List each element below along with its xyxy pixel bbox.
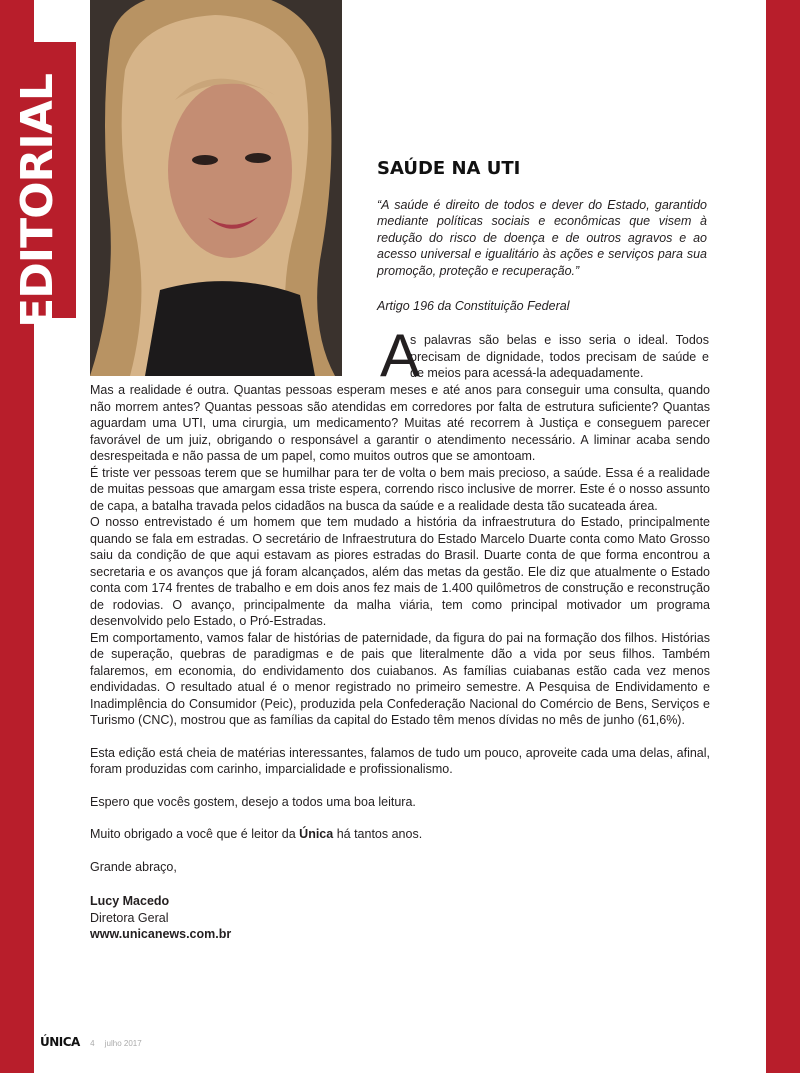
section-tab-label: EDITORIAL (12, 74, 63, 328)
farewell: Grande abraço, (90, 859, 177, 874)
page-number: 4 (90, 1039, 95, 1048)
issue-date: julho 2017 (104, 1039, 142, 1048)
portrait-image (90, 0, 342, 376)
paragraph: Mas a realidade é outra. Quantas pessoas esperam meses e até anos para conseguir uma consulta, quando não morrem antes? Quantas pessoas são atendidas em corredores por falta de estrutura suficiente? Quantas aguardam uma UTI, uma cirurgia, um medicamento? Muitas até recorrem à Justiça e conseguem parecer favorável de um juiz, obrigando o responsável a garantir o atendimento necessário. A liminar acaba sendo desrespeitada e não passa de um papel, como muitos outros que se amontoam. (90, 383, 710, 463)
thanks-text: Muito obrigado a você que é leitor da (90, 827, 300, 841)
author-role: Diretora Geral (90, 910, 169, 925)
author-name: Lucy Macedo (90, 894, 170, 908)
thanks-text-end: há tantos anos. (333, 827, 423, 841)
author-photo (90, 0, 342, 376)
thanks-paragraph (90, 826, 710, 843)
closing-paragraph: Esta edição está cheia de matérias interessantes, falamos de tudo um pouco, aproveite cada uma delas, afinal, foram produzidas com carinho, imparcialidade e profissionalismo. (90, 745, 710, 776)
signature (90, 893, 710, 943)
magazine-name: Única (299, 827, 334, 841)
article-body (90, 382, 710, 943)
paragraph: Em comportamento, vamos falar de histórias de paternidade, da figura do pai na formação dos filhos. Histórias de superação, quebras de paradigmas e de pais que literalmente dão a vida por seus filhos. Também falaremos, em economia, do endividamento dos cuiabanos. As famílias cuiabanas estão cada vez menos endividadas. O resultado atual é o menor registrado no primeiro semestre. A Pesquisa de Endividamento e Inadimplência do Consumidor (Peic), produzida pela Confederação Nacional do Comércio de Bens, Serviços e Turismo (CNC), mostrou que as famílias da capital do Estado têm menos dívidas no mês de junho (61,6%). (90, 630, 710, 727)
page-footer (40, 1035, 150, 1049)
intro-paragraph: s palavras são belas e isso seria o ideal. Todos precisam de dignidade, todos precisam de saúde e de meios para acessá-la adequadamente. (410, 333, 709, 380)
drop-cap: A (380, 322, 421, 389)
headline: SAÚDE NA UTI (377, 158, 521, 179)
paragraph: O nosso entrevistado é um homem que tem mudado a história da infraestrutura do Estado, principalmente quando se fala em estradas. O secretário de Infraestrutura do Estado Marcelo Duarte conta como Mato Grosso saiu da condição de que aqui estavam as piores estradas do Brasil. Duarte conta de que forma encontrou a secretaria e os avanços que já foram alcançados, além das metas da gestão. Ele diz que atualmente o Estado conta com 174 frentes de trabalho e em dois anos fez mais de 1.400 quilômetros de construção e reconstrução de rodovias. O avanço, principalmente da malha viária, tem como principal motivador um programa desenvolvido pelo Estado, o Pró-Estradas. (90, 515, 710, 628)
paragraph: É triste ver pessoas terem que se humilhar para ter de volta o bem mais precioso, a saúde. Essa é a realidade de muitas pessoas que amargam essa triste espera, correndo risco inclusive de morrer. Este é o nosso assunto de capa, a batalha travada pelos cidadãos na busca da saúde e a realidade desta tão sucateada área. (90, 465, 710, 513)
epigraph-quote: “A saúde é direito de todos e dever do Estado, garantido mediante políticas sociais e econômicas que visem à redução do risco de doença e de outros agravos e ao acesso universal e igualitário às ações e serviços para sua promoção, proteção e recuperação.” (377, 198, 707, 278)
closing-paragraph: Espero que vocês gostem, desejo a todos uma boa leitura. (90, 794, 416, 809)
website-link[interactable]: www.unicanews.com.br (90, 927, 232, 941)
section-tab (0, 42, 76, 328)
right-red-bar (766, 0, 800, 1073)
magazine-logo: ÚNICA (40, 1035, 80, 1049)
epigraph-source: Artigo 196 da Constituição Federal (377, 299, 570, 313)
